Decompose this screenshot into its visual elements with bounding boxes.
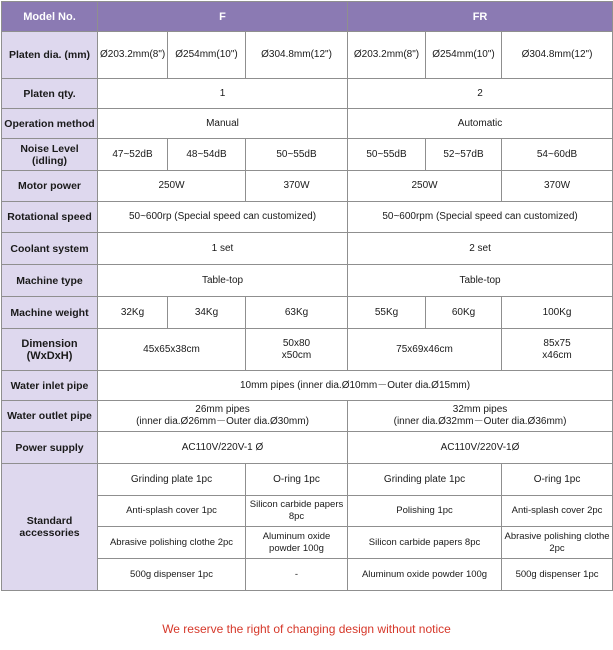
cell-f-motor-2: 370W xyxy=(246,171,348,202)
row-rotational-speed xyxy=(2,202,613,233)
cell-fr-coolant: 2 set xyxy=(348,233,613,265)
row-machine-type xyxy=(2,265,613,297)
cell-fr-accessory: Aluminum oxide powder 100g xyxy=(348,559,502,591)
cell-fr-weight-1: 55Kg xyxy=(348,297,426,329)
label-dimension-line2: (WxDxH) xyxy=(26,349,73,362)
header-model-no: Model No. xyxy=(2,2,98,32)
cell-f-dimension-b-line1: 50x80 xyxy=(282,337,311,349)
cell-f-noise-3: 50~55dB xyxy=(246,139,348,171)
row-dimension xyxy=(2,329,613,371)
cell-f-accessory: - xyxy=(246,559,348,591)
cell-fr-accessory: 500g dispenser 1pc xyxy=(502,559,613,591)
cell-fr-platen-8: Ø203.2mm(8") xyxy=(348,32,426,79)
cell-fr-dimension-b-line2: x46cm xyxy=(542,349,572,361)
cell-fr-machine-type: Table-top xyxy=(348,265,613,297)
cell-fr-noise-3: 54~60dB xyxy=(502,139,613,171)
cell-f-weight-2: 34Kg xyxy=(168,297,246,329)
cell-f-machine-type: Table-top xyxy=(98,265,348,297)
cell-fr-power-supply: AC110V/220V-1Ø xyxy=(348,432,613,464)
label-standard-accessories xyxy=(2,464,98,591)
label-platen-qty: Platen qty. xyxy=(2,79,98,109)
label-platen-dia: Platen dia. (mm) xyxy=(2,32,98,79)
row-noise-level xyxy=(2,139,613,171)
cell-f-operation: Manual xyxy=(98,109,348,139)
row-water-outlet xyxy=(2,401,613,432)
cell-f-accessory: Anti-splash cover 1pc xyxy=(98,496,246,527)
cell-f-platen-10: Ø254mm(10") xyxy=(168,32,246,79)
cell-f-rotation: 50~600rp (Special speed can customized) xyxy=(98,202,348,233)
label-motor-power: Motor power xyxy=(2,171,98,202)
row-machine-weight xyxy=(2,297,613,329)
label-noise-level: Noise Level (idling) xyxy=(2,139,98,171)
row-water-inlet xyxy=(2,371,613,401)
label-coolant-system: Coolant system xyxy=(2,233,98,265)
cell-f-accessory: Grinding plate 1pc xyxy=(98,464,246,496)
cell-f-platen-qty: 1 xyxy=(98,79,348,109)
cell-f-water-outlet xyxy=(98,401,348,432)
cell-f-dimension-b xyxy=(246,329,348,371)
label-standard-accessories-line2: accessories xyxy=(19,527,80,539)
cell-fr-motor-2: 370W xyxy=(502,171,613,202)
label-water-outlet: Water outlet pipe xyxy=(2,401,98,432)
cell-f-water-outlet-line2: (inner dia.Ø26mm－Outer dia.Ø30mm) xyxy=(136,416,309,427)
label-dimension xyxy=(2,329,98,371)
cell-fr-platen-12: Ø304.8mm(12") xyxy=(502,32,613,79)
cell-fr-dimension-b xyxy=(502,329,613,371)
cell-fr-noise-1: 50~55dB xyxy=(348,139,426,171)
row-power-supply xyxy=(2,432,613,464)
cell-f-weight-1: 32Kg xyxy=(98,297,168,329)
cell-f-dimension-b-line2: x50cm xyxy=(281,349,312,361)
cell-fr-rotation: 50~600rpm (Special speed can customized) xyxy=(348,202,613,233)
cell-fr-water-outlet xyxy=(348,401,613,432)
cell-f-power-supply: AC110V/220V-1 Ø xyxy=(98,432,348,464)
cell-f-coolant: 1 set xyxy=(98,233,348,265)
header-fr: FR xyxy=(348,2,613,32)
label-machine-weight: Machine weight xyxy=(2,297,98,329)
cell-f-motor-1: 250W xyxy=(98,171,246,202)
design-change-notice: We reserve the right of changing design without notice xyxy=(162,622,451,636)
cell-fr-platen-qty: 2 xyxy=(348,79,613,109)
header-row xyxy=(2,2,613,32)
label-dimension-line1: Dimension xyxy=(21,337,78,350)
row-accessories-1 xyxy=(2,464,613,496)
cell-fr-accessory: Silicon carbide papers 8pc xyxy=(348,527,502,559)
row-coolant-system xyxy=(2,233,613,265)
cell-f-platen-8: Ø203.2mm(8") xyxy=(98,32,168,79)
cell-fr-dimension-a: 75x69x46cm xyxy=(348,329,502,371)
label-standard-accessories-line1: Standard xyxy=(26,515,73,527)
cell-fr-accessory: O-ring 1pc xyxy=(502,464,613,496)
cell-fr-accessory: Anti-splash cover 2pc xyxy=(502,496,613,527)
cell-f-accessory: Abrasive polishing clothe 2pc xyxy=(98,527,246,559)
cell-f-platen-12: Ø304.8mm(12") xyxy=(246,32,348,79)
row-motor-power xyxy=(2,171,613,202)
cell-fr-noise-2: 52~57dB xyxy=(426,139,502,171)
cell-fr-dimension-b-line1: 85x75 xyxy=(543,337,571,349)
spec-table xyxy=(1,1,613,591)
label-rotational-speed: Rotational speed xyxy=(2,202,98,233)
label-water-inlet: Water inlet pipe xyxy=(2,371,98,401)
cell-fr-accessory: Grinding plate 1pc xyxy=(348,464,502,496)
cell-f-dimension-a: 45x65x38cm xyxy=(98,329,246,371)
header-f: F xyxy=(98,2,348,32)
cell-fr-accessory: Polishing 1pc xyxy=(348,496,502,527)
cell-f-accessory: Silicon carbide papers 8pc xyxy=(246,496,348,527)
cell-f-accessory: O-ring 1pc xyxy=(246,464,348,496)
cell-fr-platen-10: Ø254mm(10") xyxy=(426,32,502,79)
row-platen-dia xyxy=(2,32,613,79)
cell-f-weight-3: 63Kg xyxy=(246,297,348,329)
cell-fr-weight-2: 60Kg xyxy=(426,297,502,329)
cell-fr-operation: Automatic xyxy=(348,109,613,139)
cell-f-accessory: 500g dispenser 1pc xyxy=(98,559,246,591)
cell-fr-water-outlet-line1: 32mm pipes xyxy=(452,404,508,415)
cell-f-noise-2: 48~54dB xyxy=(168,139,246,171)
cell-water-inlet: 10mm pipes (inner dia.Ø10mm－Outer dia.Ø15mm) xyxy=(98,371,613,401)
row-operation-method xyxy=(2,109,613,139)
label-operation-method: Operation method xyxy=(2,109,98,139)
cell-f-noise-1: 47~52dB xyxy=(98,139,168,171)
cell-fr-accessory: Abrasive polishing clothe 2pc xyxy=(502,527,613,559)
cell-fr-motor-1: 250W xyxy=(348,171,502,202)
cell-fr-weight-3: 100Kg xyxy=(502,297,613,329)
cell-f-accessory: Aluminum oxide powder 100g xyxy=(246,527,348,559)
cell-fr-water-outlet-line2: (inner dia.Ø32mm－Outer dia.Ø36mm) xyxy=(393,416,567,427)
label-machine-type: Machine type xyxy=(2,265,98,297)
row-platen-qty xyxy=(2,79,613,109)
label-power-supply: Power supply xyxy=(2,432,98,464)
cell-f-water-outlet-line1: 26mm pipes xyxy=(195,404,250,415)
